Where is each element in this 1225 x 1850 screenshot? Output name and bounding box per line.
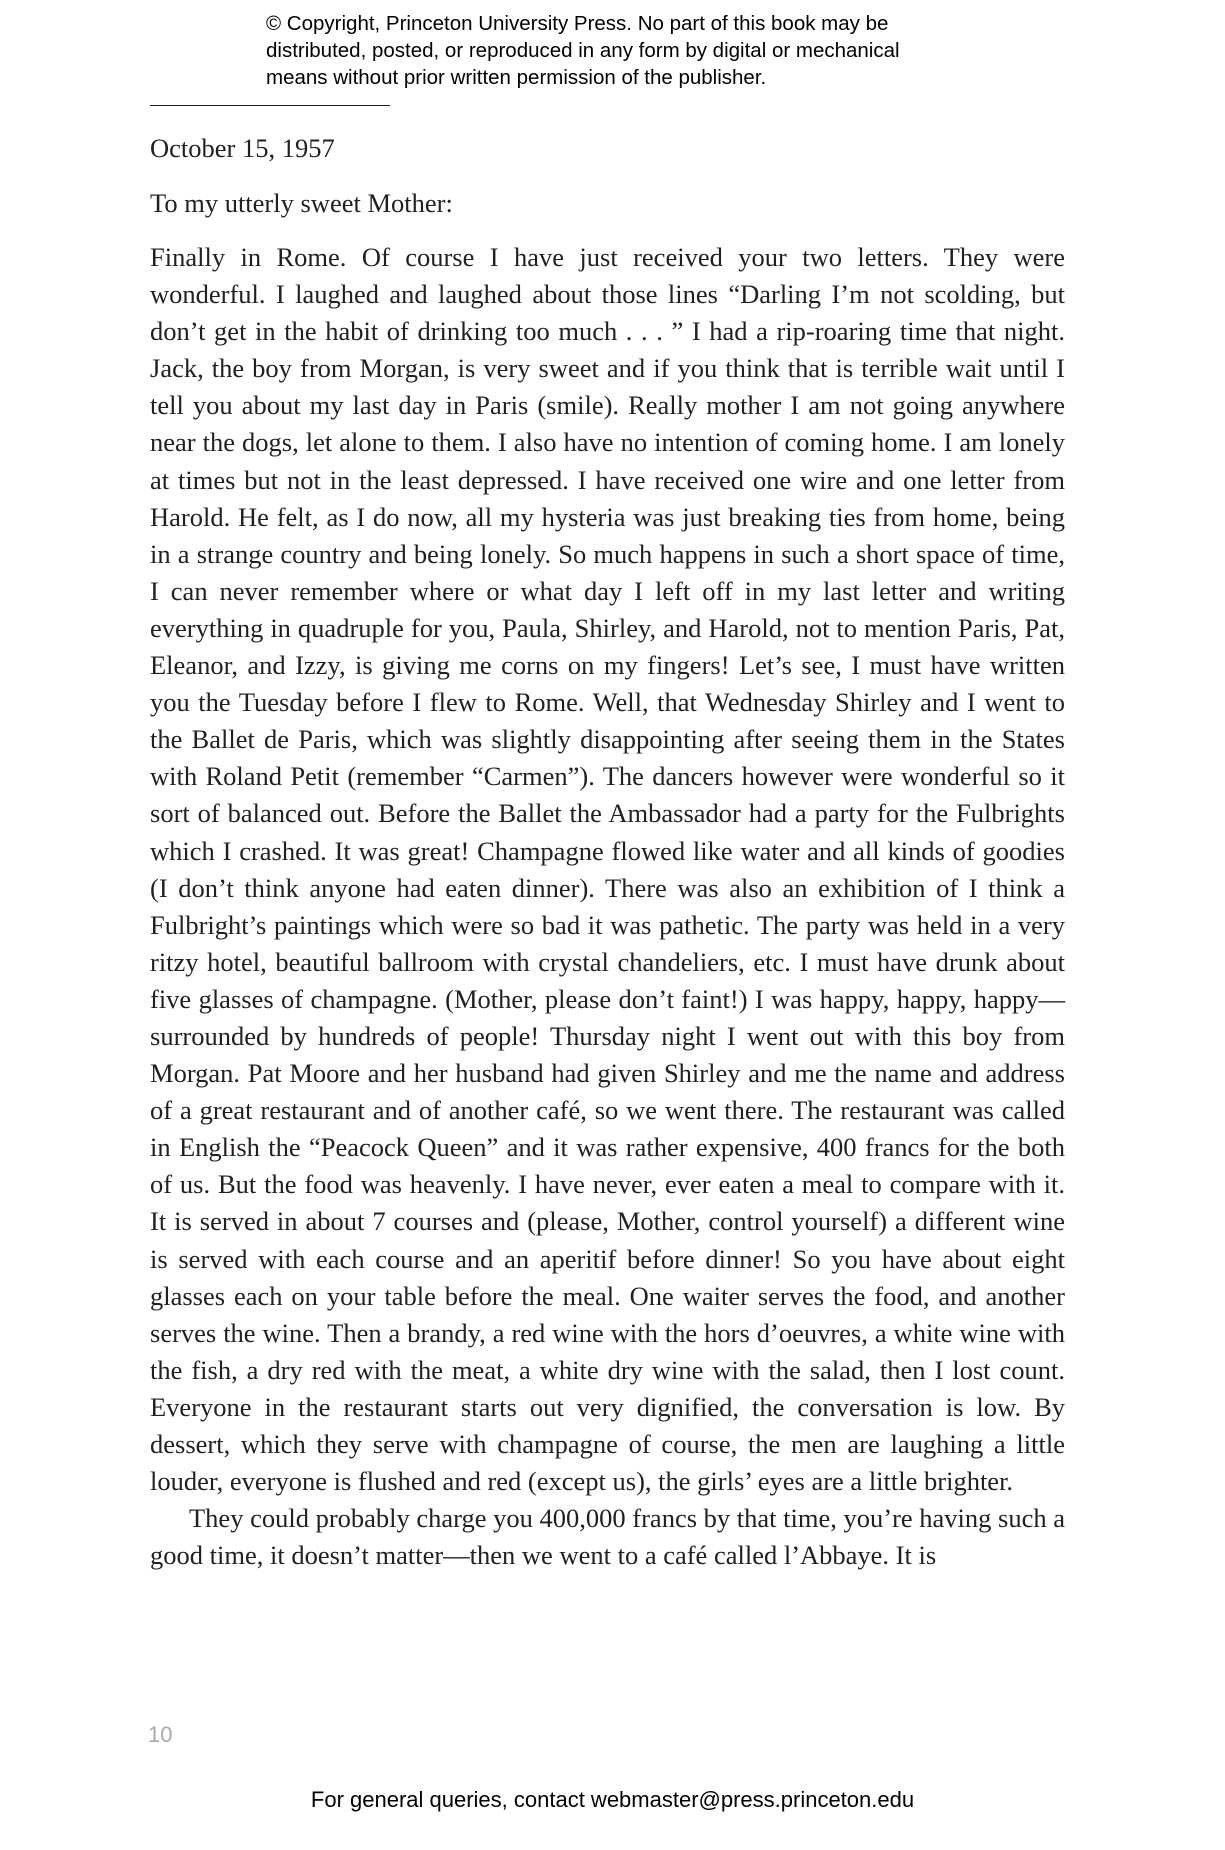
header-rule	[150, 105, 390, 106]
letter-paragraph: Finally in Rome. Of course I have just received your two letters. They were wonderful. I laughed and laughed about those lines “Darling I’m not scolding, but don’t get in the habit of drinking too much . . . ” I had a rip-roaring time that night. Jack, the boy from Morgan, is very sweet and if you think that is terrible wait until I tell you about my last day in Paris (smile). Really mother I am not going anywhere near the dogs, let alone to them. I also have no intention of coming home. I am lonely at times but not in the least depressed. I have received one wire and one letter from Harold. He felt, as I do now, all my hysteria was just breaking ties from home, being in a strange country and being lonely. So much happens in such a short space of time, I can never remember where or what day I left off in my last letter and writing everything in quadruple for you, Paula, Shirley, and Harold, not to mention Paris, Pat, Eleanor, and Izzy, is giving me corns on my fingers! Let’s see, I must have written you the Tuesday before I flew to Rome. Well, that Wednesday Shirley and I went to the Ballet de Paris, which was slightly disappointing after seeing them in the States with Roland Petit (remember “Carmen”). The dancers however were wonderful so it sort of balanced out. Before the Ballet the Ambassador had a party for the Fulbrights which I crashed. It was great! Champagne flowed like water and all kinds of goodies (I don’t think anyone had eaten dinner). There was also an exhibition of I think a Fulbright’s paintings which were so bad it was pathetic. The party was held in a very ritzy hotel, beautiful ballroom with crystal chandeliers, etc. I must have drunk about five glasses of champagne. (Mother, please don’t faint!) I was happy, happy, happy—surrounded by hundreds of people! Thursday night I went out with this boy from Morgan. Pat Moore and her husband had given Shirley and me the name and address of a great restaurant and of another café, so we went there. The restaurant was called in English the “Peacock Queen” and it was rather expensive, 400 francs for the both of us. But the food was heavenly. I have never, ever eaten a meal to compare with it. It is served in about 7 courses and (please, Mother, control yourself) a different wine is served with each course and an aperitif before dinner! So you have about eight glasses each on your table before the meal. One waiter serves the food, and another serves the wine. Then a brandy, a red wine with the hors d’oeuvres, a white wine with the fish, a dry red with the meat, a white dry wine with the salad, then I lost count. Everyone in the restaurant starts out very dignified, the conversation is low. By dessert, which they serve with champagne of course, the men are laughing a little louder, everyone is flushed and red (except us), the girls’ eyes are a little brighter.	[150, 242, 1065, 1497]
footer-contact: For general queries, contact webmaster@press.princeton.edu	[310, 1787, 915, 1812]
letter-paragraph: They could probably charge you 400,000 francs by that time, you’re having such a good time, it doesn’t matter—then we went to a café called l’Abbaye. It is	[150, 1503, 1065, 1571]
letter-body	[150, 130, 1065, 1574]
letter-date: October 15, 1957	[150, 133, 335, 163]
copyright-notice: © Copyright, Princeton University Press. No part of this book may be distributed, posted, or reproduced in any form by digital or mechanical means without prior written permission of the publisher.	[266, 12, 900, 89]
letter-salutation: To my utterly sweet Mother:	[150, 188, 453, 218]
page-number: 10	[148, 1722, 173, 1747]
